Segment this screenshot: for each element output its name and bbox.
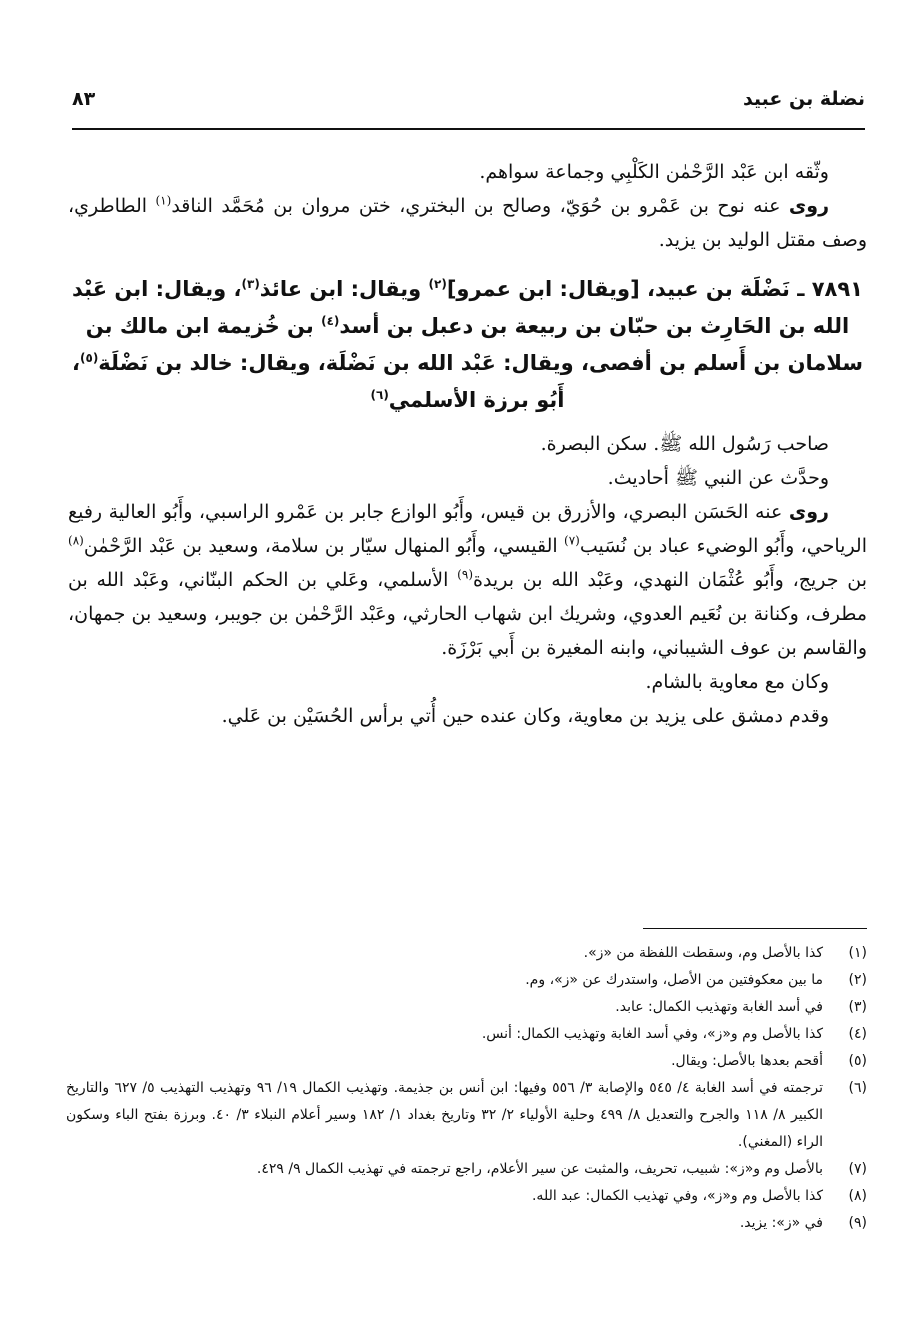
paragraph-6: وكان مع معاوية بالشام.	[645, 671, 829, 693]
footnote-item	[66, 1210, 867, 1237]
footnote-separator	[643, 928, 867, 929]
footnote-item	[66, 1021, 867, 1048]
footnote-text: بالأصل وم و«ز»: شبيب، تحريف، والمثبت عن سير الأعلام، راجع ترجمته في تهذيب الكمال ٩/ ٤٢٩.	[256, 1161, 823, 1177]
footnote-number: (٩)	[848, 1215, 867, 1231]
footnote-item	[66, 1156, 867, 1183]
paragraph-7: وقدم دمشق على يزيد بن معاوية، وكان عنده حين أُتي برأس الحُسَيْن بن عَلي.	[221, 705, 829, 727]
footnote-ref-7: (٧)	[564, 533, 580, 548]
footnote-item	[66, 1048, 867, 1075]
footnote-ref-5: (٥)	[80, 351, 99, 365]
footnote-number: (١)	[848, 945, 867, 961]
footnote-item	[66, 994, 867, 1021]
footnote-item	[66, 1183, 867, 1210]
footnote-text: ترجمته في أسد الغابة ٤/ ٥٤٥ والإصابة ٣/ ٥٥٦ وفيها: ابن أنس بن جذيمة. وتهذيب الكمال ١٩/ ٩٦ وتهذيب التهذيب ٥/ ٦٢٧ والتاريخ الكبير ٨/ ١١٨ والجرح والتعديل ٨/ ٤٩٩ وحلية الأولياء ٢/ ٣٢ وتاريخ بغداد ١/ ١٨٢ وسير أعلام النبلاء ٣/ ٤٠. وبرزة بفتح الباء وسكون الراء (المغني).	[66, 1080, 824, 1150]
footnote-number: (٣)	[848, 999, 867, 1015]
entry-part-e: ، أَبُو برزة الأسلمي	[72, 351, 565, 412]
footnote-ref-1: (١)	[155, 193, 172, 208]
footnote-item	[66, 940, 867, 967]
biography-entry-heading	[68, 271, 867, 419]
footnote-ref-8: (٨)	[68, 533, 84, 548]
page-number: ٨٣	[72, 88, 96, 110]
main-text	[68, 155, 867, 733]
paragraph-5-lead: روى	[788, 501, 829, 523]
paragraph-2-lead: روى	[788, 195, 830, 217]
footnote-number: (٧)	[848, 1161, 867, 1177]
footnote-text: كذا بالأصل وم، وسقطت اللفظة من «ز».	[583, 945, 823, 961]
footnote-item	[66, 967, 867, 994]
footnote-number: (٤)	[848, 1026, 867, 1042]
running-header	[72, 86, 865, 130]
paragraph-5	[68, 495, 867, 665]
footnote-text: ما بين معكوفتين من الأصل، واستدرك عن «ز»، وم.	[525, 972, 823, 988]
paragraph-4: وحدَّث عن النبي ﷺ أحاديث.	[607, 467, 829, 489]
footnote-text: كذا بالأصل وم و«ز»، وفي تهذيب الكمال: عبد الله.	[531, 1188, 823, 1204]
paragraph-1: وثّقه ابن عَبْد الرَّحْمٰن الكَلْبِي وجماعة سواهم.	[479, 161, 829, 183]
paragraph-5-text-c: بن جريج، وأَبُو عُثْمَان النهدي، وعَبْد الله بن بريدة	[473, 569, 867, 591]
paragraph-5-text-a: عنه الحَسَن البصري، والأزرق بن قيس، وأَبُو الوازع جابر بن عَمْرو الراسبي، وأَبُو العالية رفيع الرياحي، وأَبُو الوضيء عباد بن نُسَيب	[68, 501, 867, 557]
entry-part-b: ويقال: ابن عائذ	[259, 277, 429, 301]
footnote-item	[66, 1075, 867, 1156]
footnote-number: (٥)	[848, 1053, 867, 1069]
paragraph-3: صاحب رَسُول الله ﷺ. سكن البصرة.	[540, 433, 829, 455]
entry-part-c: ، ويقال: ابن عَبْد الله بن الحَارِث بن حبّان بن ربيعة بن دعبل بن أسد	[72, 277, 850, 338]
footnote-ref-2: (٢)	[428, 277, 447, 291]
header-title: نضلة بن عبيد	[742, 88, 865, 110]
footnote-ref-3: (٣)	[241, 277, 260, 291]
paragraph-5-text-d: الأسلمي، وعَلي بن الحكم البنّاني، وعَبْد الله بن مطرف، وكنانة بن نُعَيم العدوي، وشريك ابن شهاب الحارثي، وعَبْد الرَّحْمٰن بن جويبر، وسعيد بن جمهان، والقاسم بن عوف الشيباني، وابنه المغيرة بن أَبي بَرْزَة.	[68, 569, 867, 659]
footnote-ref-4: (٤)	[321, 314, 340, 328]
footnote-ref-9: (٩)	[457, 567, 473, 582]
footnote-number: (٨)	[848, 1188, 867, 1204]
footnote-text: في أسد الغابة وتهذيب الكمال: عابد.	[615, 999, 823, 1015]
paragraph-2-text-a: عنه نوح بن عَمْرو بن حُوَيّ، وصالح بن البختري، ختن مروان بن مُحَمَّد الناقد	[171, 195, 789, 217]
footnote-number: (٦)	[848, 1080, 867, 1096]
footnote-number: (٢)	[848, 972, 867, 988]
footnote-text: كذا بالأصل وم و«ز»، وفي أسد الغابة وتهذيب الكمال: أنس.	[481, 1026, 823, 1042]
paragraph-5-text-b: القيسي، وأَبُو المنهال سيّار بن سلامة، وسعيد بن عَبْد الرَّحْمٰن	[83, 535, 565, 557]
entry-part-d: بن خُزيمة ابن مالك بن سلامان بن أَسلم بن أفصى، ويقال: عَبْد الله بن نَضْلَة، ويقال: خالد بن نَضْلَة	[85, 314, 863, 375]
entry-part-a: ٧٨٩١ ـ نَضْلَة بن عبيد، [ويقال: ابن عمرو]	[446, 277, 863, 301]
footnote-text: أقحم بعدها بالأصل: ويقال.	[671, 1053, 823, 1069]
footnotes	[66, 940, 867, 1237]
paragraph-2	[68, 189, 867, 257]
footnote-ref-6: (٦)	[370, 388, 389, 402]
footnote-text: في «ز»: يزيد.	[739, 1215, 823, 1231]
paragraph-2-text-b: الطاطري، وصف مقتل الوليد بن يزيد.	[68, 195, 867, 251]
